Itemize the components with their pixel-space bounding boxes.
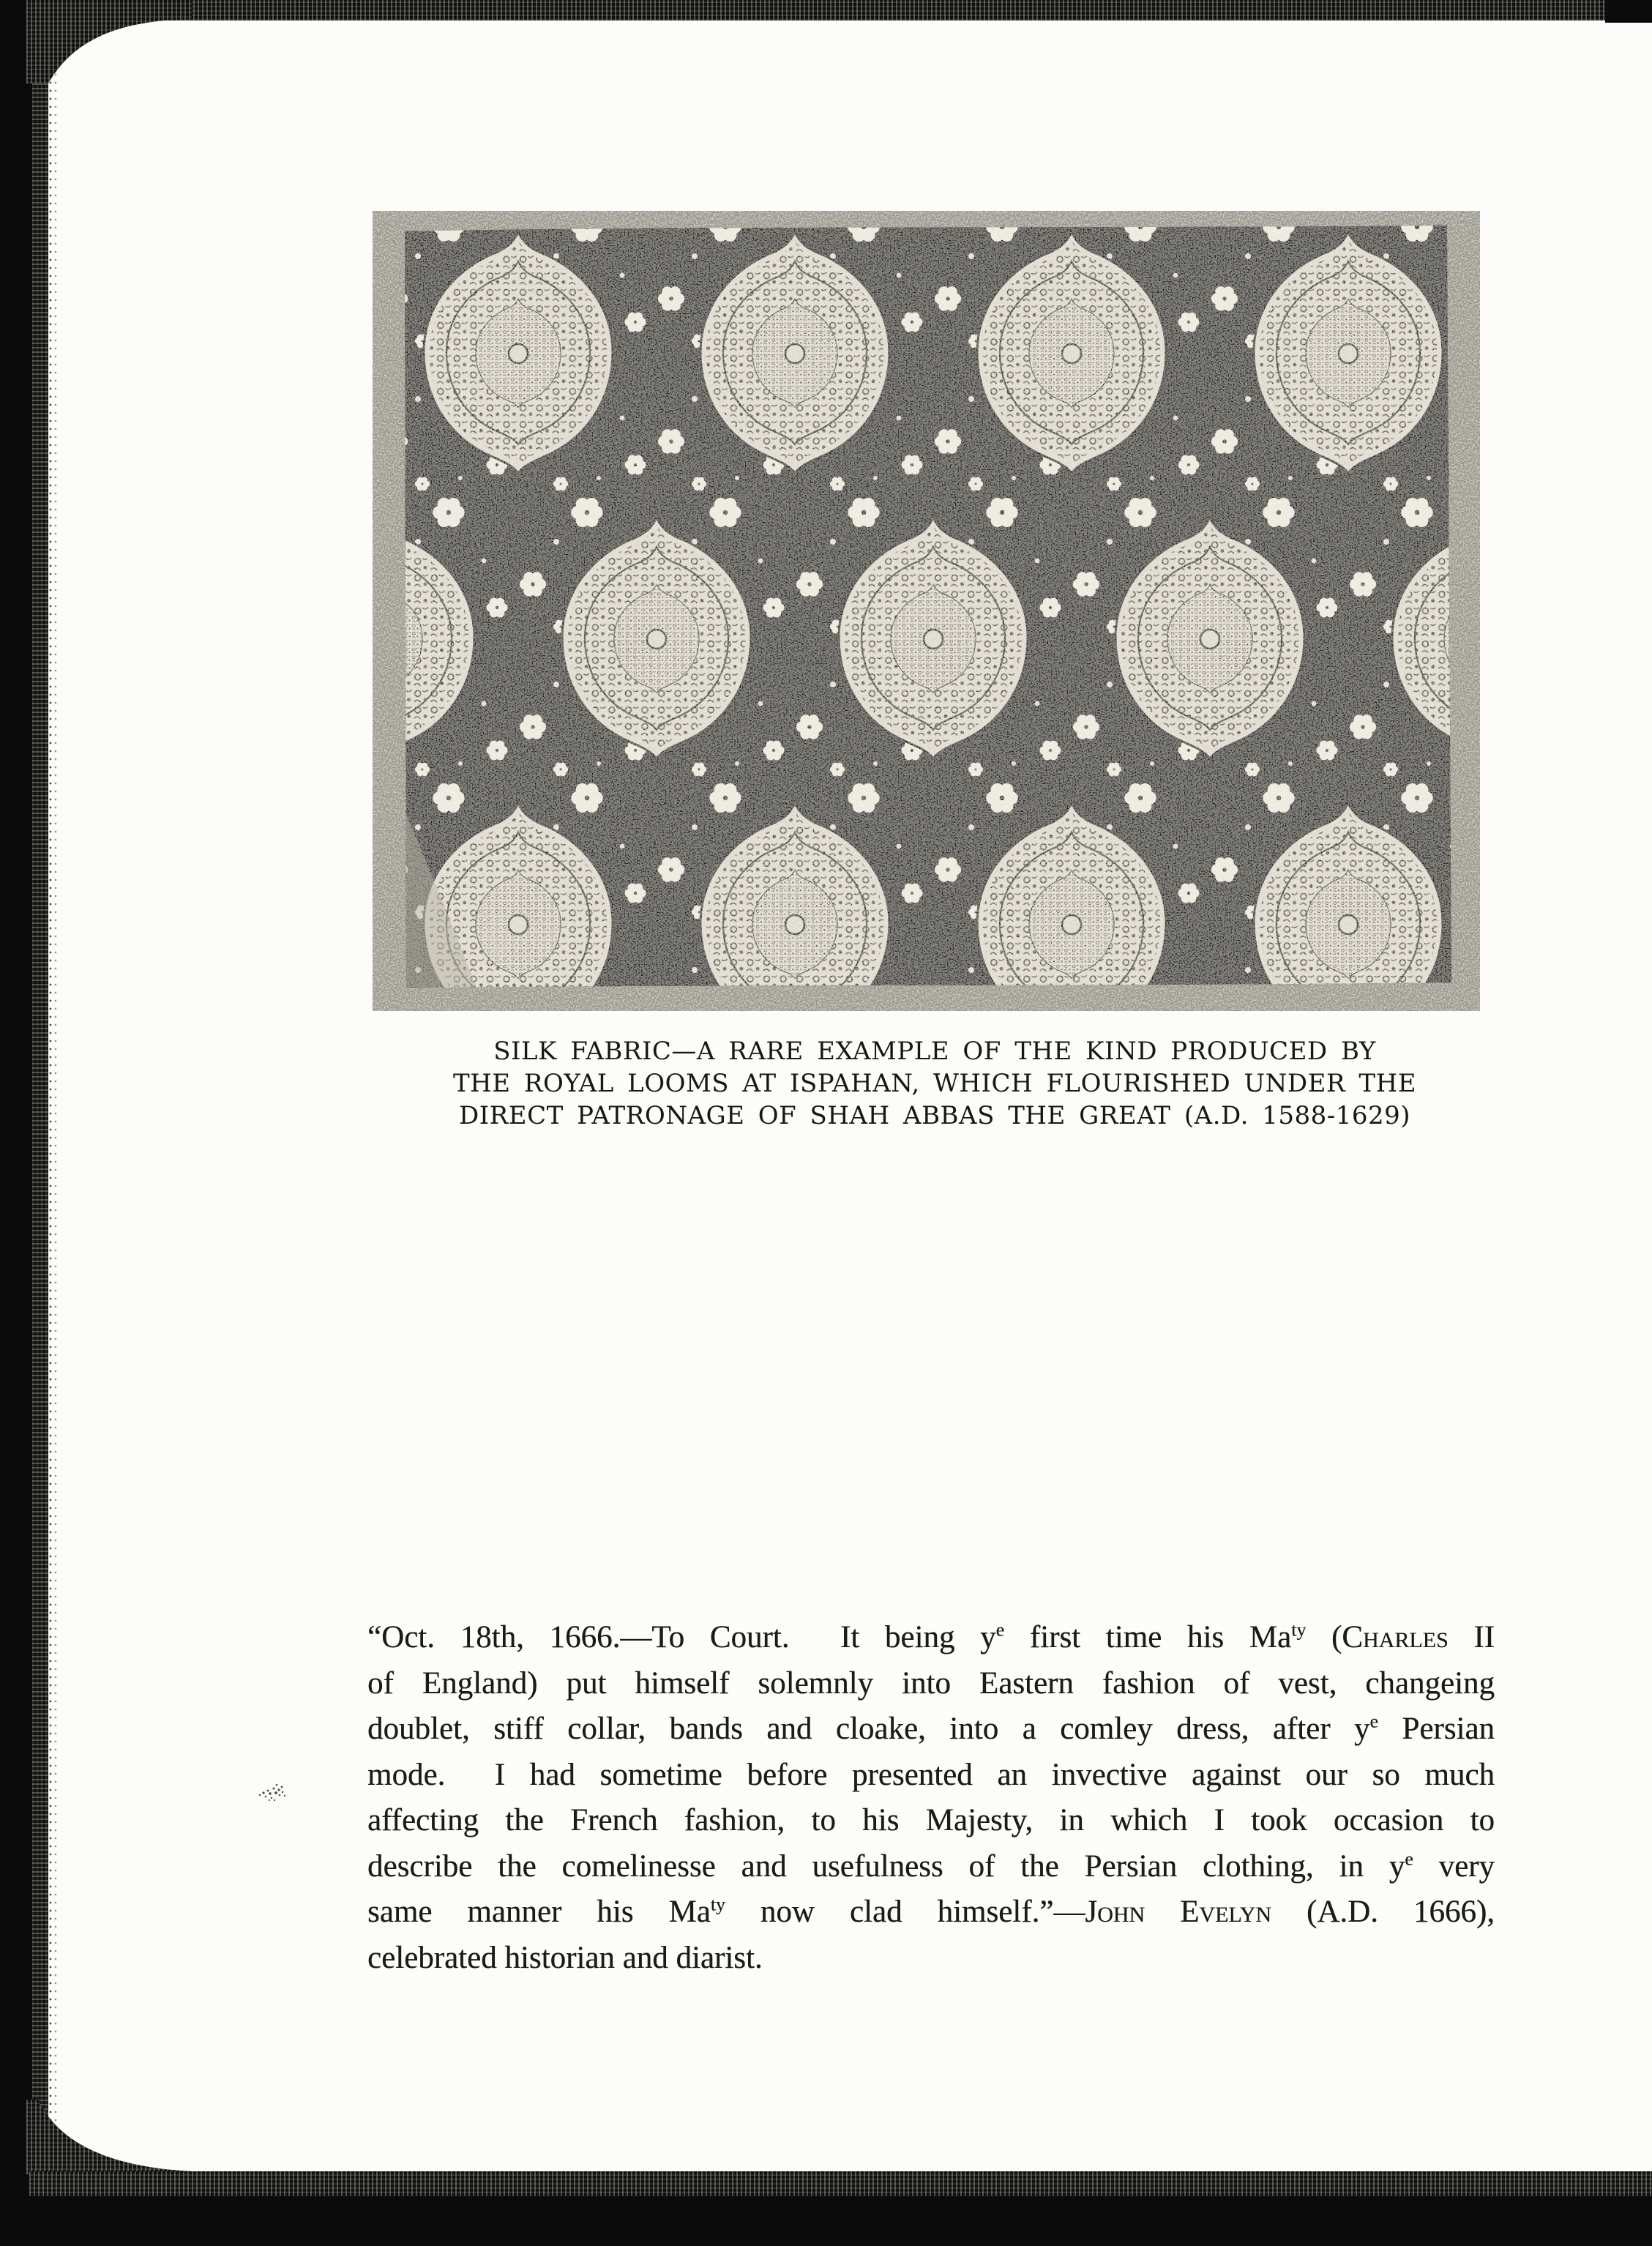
quote-line: mode. I had sometime before presented an invective against our so much [367, 1757, 1495, 1792]
evelyn-quotation [367, 1615, 1495, 1981]
caption-line: DIRECT PATRONAGE OF SHAH ABBAS THE GREAT (A.D. 1588-1629) [458, 1101, 1411, 1130]
quote-line: describe the comelinesse and usefulness of the Persian clothing, in $y^e$ very [367, 1848, 1495, 1884]
book-cloth-corner-top-left [26, 0, 192, 83]
quote-line: same manner his $Ma^{ty}$ now clad himself.”—John Evelyn (A.D. 1666), [367, 1893, 1495, 1929]
quote-line: doublet, stiff collar, bands and cloake, into a comley dress, after $y^e$ Persian [367, 1710, 1495, 1746]
page-edge-speckle [48, 7, 60, 2196]
ink-smudge [256, 1782, 291, 1805]
caption-line: SILK FABRIC—A RARE EXAMPLE OF THE KIND PRODUCED BY [493, 1037, 1376, 1066]
scan-edge-bottom-black [0, 2196, 1652, 2246]
silk-fabric-photograph [373, 211, 1480, 1011]
scan-edge-left-black [0, 0, 32, 2246]
quote-line: celebrated historian and diarist. [367, 1940, 763, 1975]
book-cloth-edge-bottom [29, 2171, 1652, 2198]
caption-line: THE ROYAL LOOMS AT ISPAHAN, WHICH FLOURISHED UNDER THE [452, 1069, 1417, 1098]
book-cloth-edge-left [32, 0, 48, 2246]
book-cloth-edge-top [0, 0, 1652, 20]
fabric-pattern [373, 211, 1480, 1011]
quote-line: of England) put himself solemnly into Eastern fashion of vest, changeing [367, 1665, 1495, 1701]
quote-line: “Oct. 18th, 1666.—To Court. It being $y^e$ first time his $Ma^{ty}$ (Charles II [367, 1619, 1495, 1654]
quote-line: affecting the French fashion, to his Majesty, in which I took occasion to [367, 1803, 1495, 1838]
photo-caption [371, 1035, 1498, 1132]
scan-edge-top-right-black [1605, 0, 1652, 23]
